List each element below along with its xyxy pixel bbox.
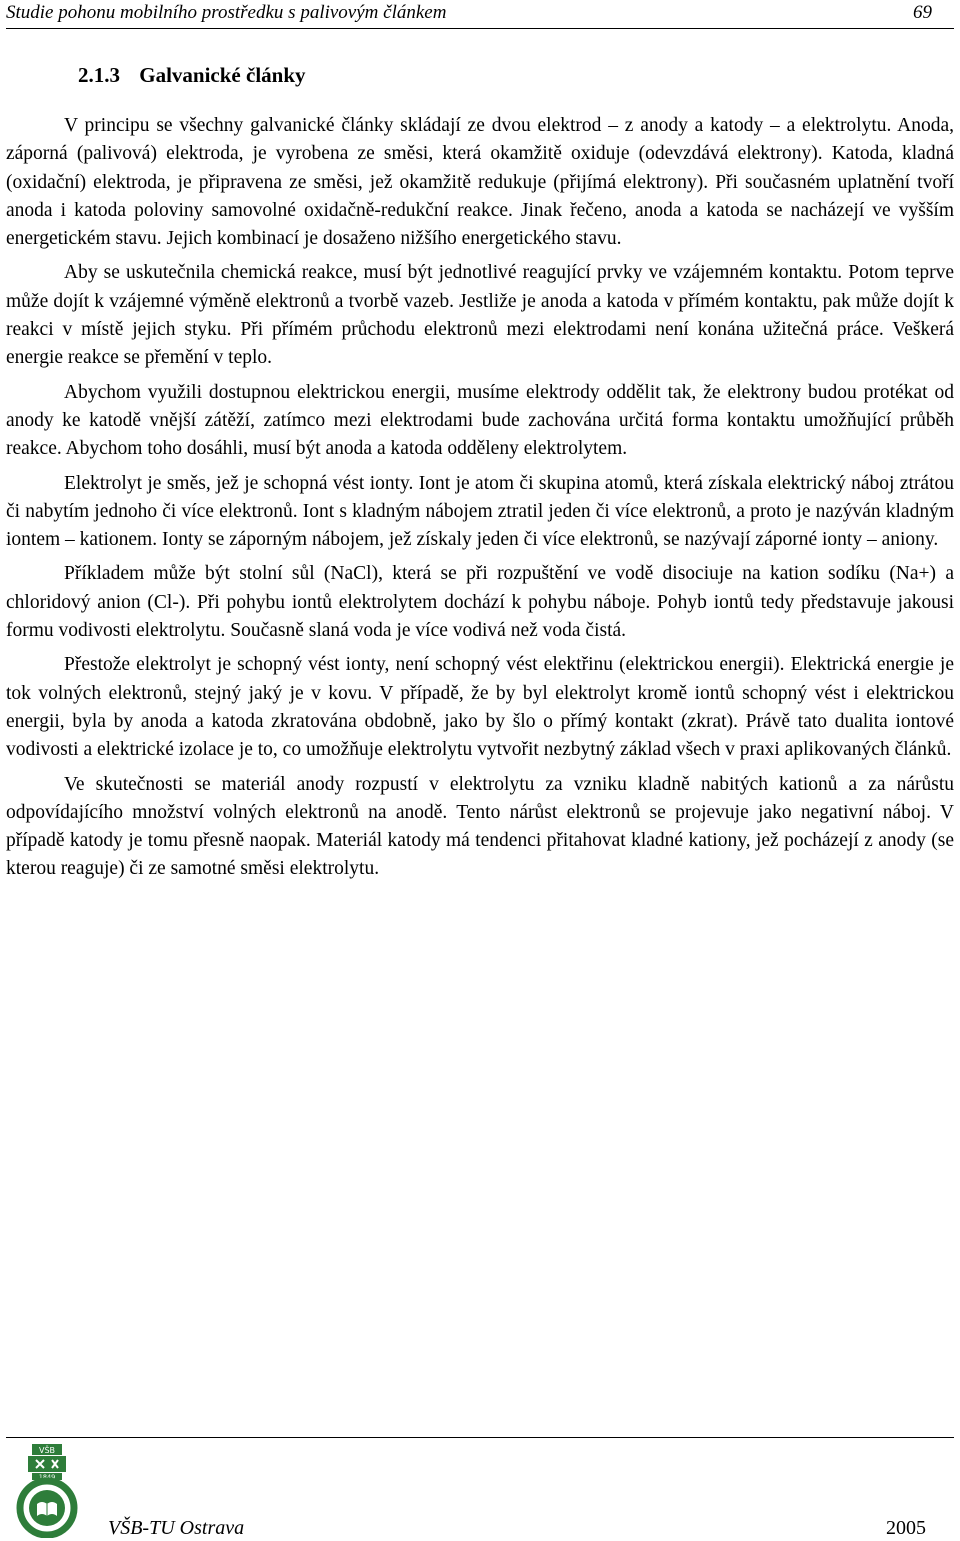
- paragraph: Ve skutečnosti se materiál anody rozpustí v elektrolytu za vzniku kladně nabitých kationů a za nárůstu odpovídajícího množství volných elektronů na anodě. Tento nárůst elektronů se projevuje jako negativní náboj. V případě katody je tomu přesně naopak. Materiál katody má tendenci přitahovat kladné kationy, jež pocházejí z anody (se kterou reaguje) či ze samotné směsi elektrolytu.: [6, 773, 954, 880]
- logo-shield: [28, 1456, 66, 1472]
- paragraph: Aby se uskutečnila chemická reakce, musí být jednotlivé reagující prvky ve vzájemném kontaktu. Potom teprve může dojít k vzájemné výměně elektronů a tvorbě vazeb. Jestliže je anoda a katoda v přímém kontaktu, pak může dojít k reakci v místě jejich styku. Při přímém průchodu elektronů mezi elektrodami není konána užitečná práce. Veškerá energie reakce se přemění v teplo.: [6, 262, 954, 369]
- paragraph: Elektrolyt je směs, jež je schopná vést ionty. Iont je atom či skupina atomů, která získala elektrický náboj ztrátou či nabytím jednoho či více elektronů. Iont s kladným nábojem ztratil jeden či více elektronů, a proto je nazýván kladným iontem – kationem. Ionty se záporným nábojem, jež získaly jeden či více elektronů, se nazývají záporné ionty – aniony.: [6, 472, 954, 551]
- paragraph: Přestože elektrolyt je schopný vést ionty, není schopný vést elektřinu (elektrickou energii). Elektrická energie je tok volných elektronů, stejný jaký je v kovu. V případě, že by byl elektrolyt kromě iontů schopný vést i elektrickou energii, byla by anoda a katoda zkratována obdobně, jako by šlo o přímý kontakt (zkrat). Právě tato dualita iontové vodivosti a elektrické izolace je to, co umožňuje elektrolytu vytvořit nezbytný základ všech v praxi aplikovaných článků.: [6, 654, 954, 761]
- paragraph: Abychom využili dostupnou elektrickou energii, musíme elektrody oddělit tak, že elektrony budou protékat od anody ke katodě vnější zátěží, zatímco mezi elektrodami bude zachována určitá forma kontaktu umožňující průběh reakce. Abychom toho dosáhli, musí být anoda a katoda odděleny elektrolytem.: [6, 381, 954, 460]
- logo-letters: VŠB: [38, 1446, 56, 1455]
- university-logo-icon: [8, 1442, 86, 1538]
- footer-institution: VŠB-TU Ostrava: [108, 1517, 245, 1539]
- section-heading: [78, 63, 306, 88]
- section-number: 2.1.3: [78, 63, 120, 87]
- footer-divider: [6, 1437, 954, 1438]
- running-title: Studie pohonu mobilního prostředku s palivovým článkem: [6, 2, 447, 23]
- logo-year: 1849: [38, 1473, 56, 1481]
- paragraph: V principu se všechny galvanické články skládají ze dvou elektrod – z anody a katody – a elektrolytu. Anoda, záporná (palivová) elektroda, je vyrobena ze směsi, která okamžitě oxiduje (odevzdává elektrony). Katoda, kladná (oxidační) elektroda, je připravena ze směsi, jež okamžitě redukuje (přijímá elektrony). Při současném uplatnění tvoří anoda i katoda poloviny samovolné oxidačně-redukční reakce. Jinak řečeno, anoda a katoda se nacházejí ve vyšším energetickém stavu. Jejich kombinací je dosaženo nižšího energetického stavu.: [6, 115, 954, 250]
- section-title: Galvanické články: [139, 63, 306, 87]
- body-text: [6, 112, 954, 890]
- paragraph: Příkladem může být stolní sůl (NaCl), která se při rozpuštění ve vodě disociuje na kation sodíku (Na+) a chloridový anion (Cl-). Při pohybu iontů elektrolytem dochází k pohybu náboje. Pohyb iontů tedy představuje jakousi formu vodivosti elektrolytu. Současně slaná voda je více vodivá než voda čistá.: [6, 563, 954, 642]
- page-number: 69: [913, 2, 932, 23]
- running-header: [6, 0, 954, 29]
- footer-year: 2005: [886, 1517, 926, 1539]
